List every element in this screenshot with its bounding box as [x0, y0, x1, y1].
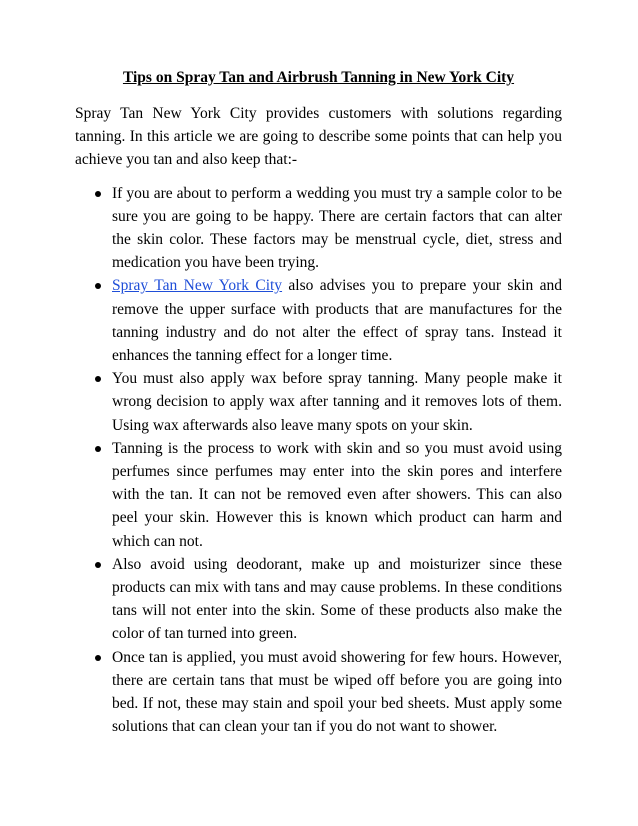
- bullet-icon: [95, 191, 101, 197]
- spray-tan-nyc-link[interactable]: Spray Tan New York City: [112, 277, 283, 295]
- bullet-icon: [95, 376, 101, 382]
- list-item-text: If you are about to perform a wedding you must try a sample color to be sure you are going to be happy. There are certain factors that can alter the skin color. These factors may be menstrual cycle, diet, stress and medication you have been trying.: [112, 184, 562, 272]
- list-item-text: also advises you to prepare your skin and remove the upper surface with products that are manufactures for the tanning industry and do not alter the effect of spray tans. Instead it enhances the tanning effect for a longer time.: [112, 277, 562, 365]
- bullet-icon: [95, 446, 101, 452]
- bullet-icon: [95, 562, 101, 568]
- list-item-text: Also avoid using deodorant, make up and moisturizer since these products can mix with tans and may cause problems. In these conditions tans will not enter into the skin. Some of these products also make the color of tan turned into green.: [112, 555, 562, 643]
- bullet-icon: [95, 655, 101, 661]
- document-page: [75, 68, 562, 738]
- list-item-text: You must also apply wax before spray tanning. Many people make it wrong decision to apply wax after tanning and it removes lots of them. Using wax afterwards also leave many spots on your skin.: [112, 370, 562, 434]
- document-title: Tips on Spray Tan and Airbrush Tanning in New York City: [122, 69, 515, 86]
- tips-list: [75, 182, 562, 739]
- list-item-text: Once tan is applied, you must avoid showering for few hours. However, there are certain tans that must be wiped off before you are going into bed. If not, these may stain and spoil your bed sheets. Must apply some solutions that can clean your tan if you do not want to shower.: [112, 648, 562, 736]
- list-item: [75, 437, 562, 553]
- list-item: [75, 553, 562, 646]
- list-item: [75, 367, 562, 437]
- bullet-icon: [95, 283, 101, 289]
- list-item-text: Tanning is the process to work with skin and so you must avoid using perfumes since perfumes may enter into the skin pores and interfere with the tan. It can not be removed even after showers. This can also peel your skin. However this is known which product can harm and which can not.: [112, 439, 562, 550]
- list-item: [75, 646, 562, 739]
- intro-paragraph: Spray Tan New York City provides customers with solutions regarding tanning. In this article we are going to describe some points that can help you achieve you tan and also keep that:-: [75, 105, 562, 169]
- list-item: [75, 182, 562, 275]
- list-item: [75, 274, 562, 367]
